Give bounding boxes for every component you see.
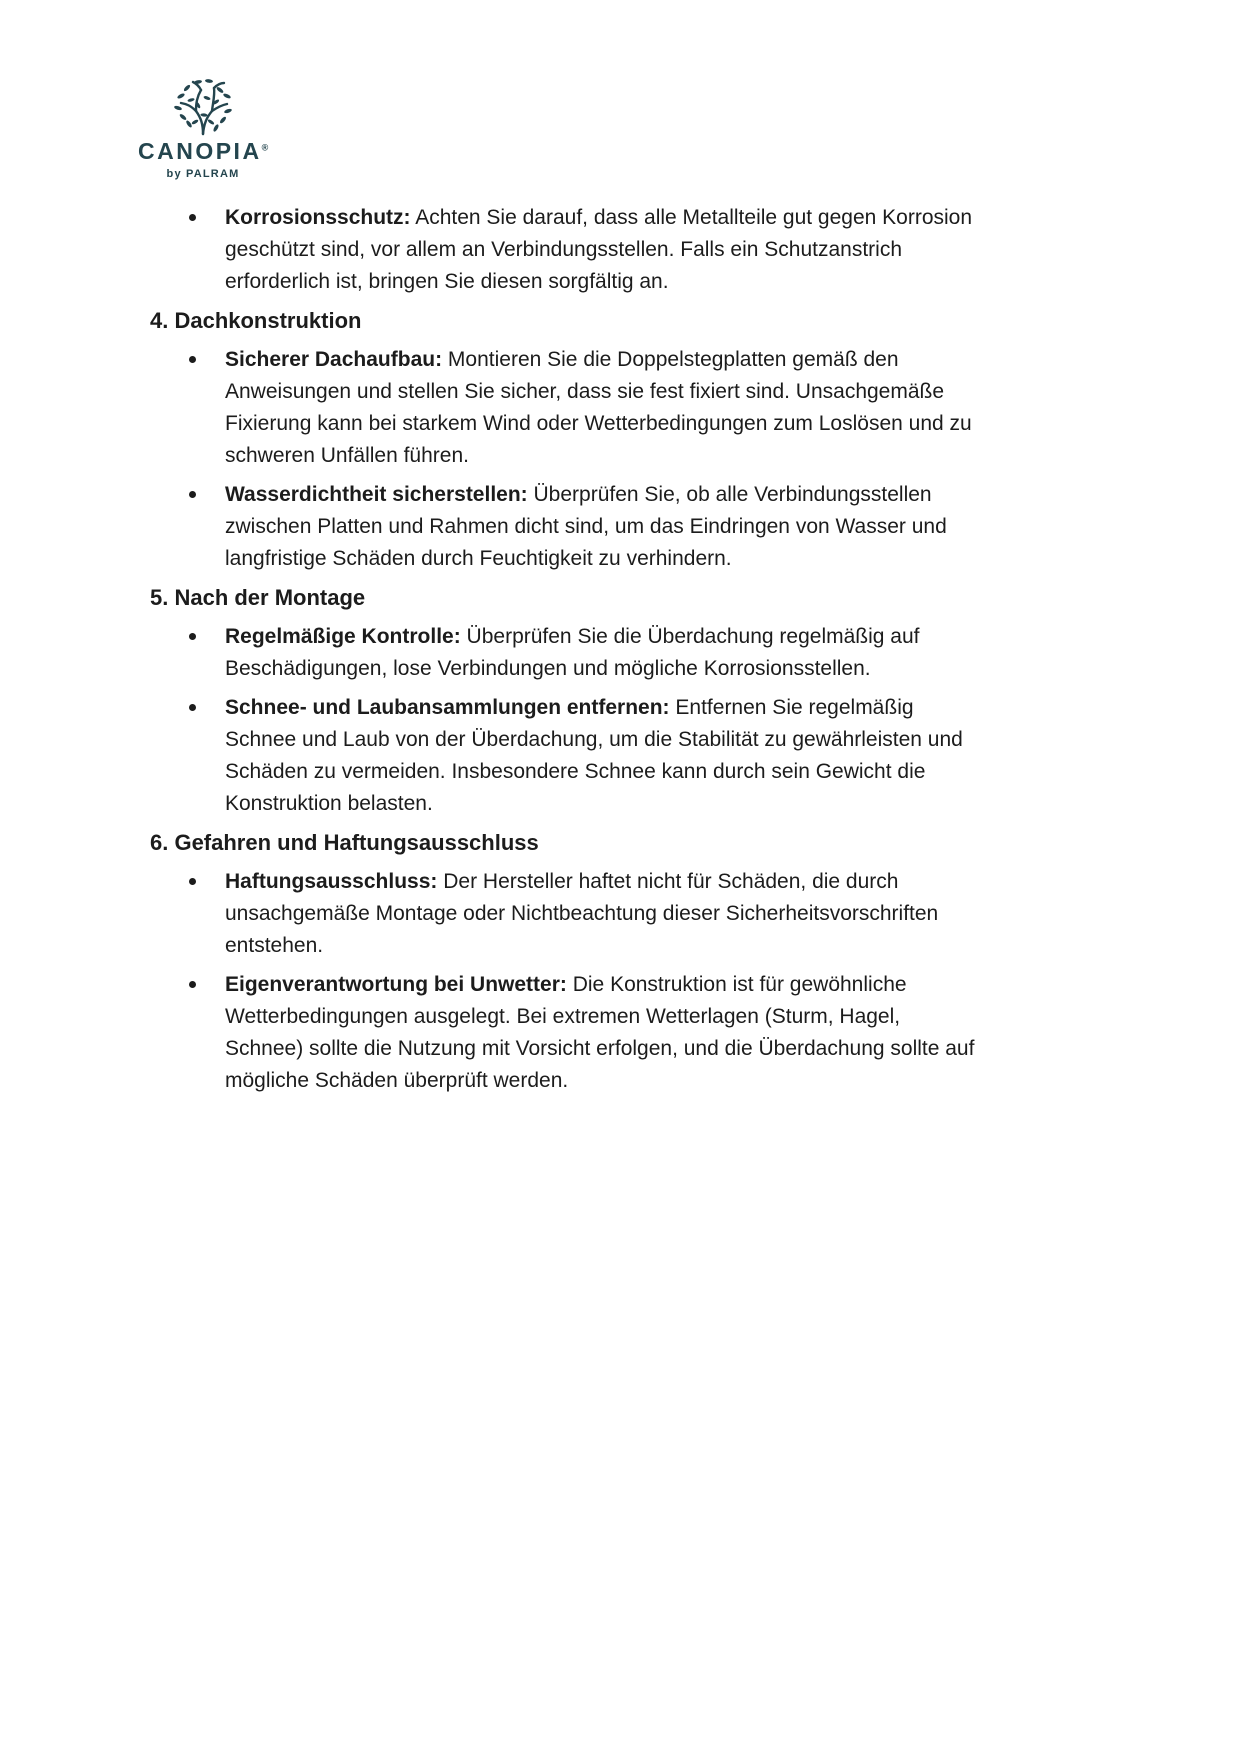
list-item-lead: Eigenverantwortung bei Unwetter: <box>225 973 567 996</box>
list-item-text: Der Hersteller haftet nicht für Schäden, die durch unsachgemäße Montage oder Nichtbeachtung dieser Sicherheitsvorschriften entstehen. <box>225 870 939 957</box>
bullet-dot <box>189 633 196 640</box>
list-item-text: Überprüfen Sie, ob alle Verbindungsstellen zwischen Platten und Rahmen dicht sind, um das Eindringen von Wasser und langfristige Schäden durch Feuchtigkeit zu verhindern. <box>225 483 947 570</box>
bullet-dot <box>189 491 196 498</box>
list-item-lead: Schnee- und Laubansammlungen entfernen: <box>225 696 670 719</box>
section-6-list <box>150 866 1000 1097</box>
section-heading-4: 4. Dachkonstruktion <box>150 308 362 333</box>
brand-text: CANOPIA <box>138 138 262 164</box>
list-item-lead: Wasserdichtheit sicherstellen: <box>225 483 528 506</box>
section-heading-6: 6. Gefahren und Haftungsausschluss <box>150 830 539 855</box>
list-item-lead: Regelmäßige Kontrolle: <box>225 625 461 648</box>
section-heading-5: 5. Nach der Montage <box>150 585 366 610</box>
list-item <box>150 621 975 685</box>
document-content <box>150 202 1000 1104</box>
list-item <box>150 969 975 1097</box>
canopia-tree-icon <box>171 78 235 136</box>
bullet-dot <box>189 356 196 363</box>
list-item <box>150 866 975 962</box>
section-4-list <box>150 344 1000 575</box>
list-item-lead: Korrosionsschutz: <box>225 206 411 229</box>
bullet-dot <box>189 981 196 988</box>
list-item <box>150 692 975 820</box>
intro-bullet-list <box>150 202 1000 298</box>
bullet-dot <box>189 704 196 711</box>
list-item <box>150 202 975 298</box>
list-item <box>150 479 975 575</box>
canopia-wordmark <box>138 138 268 166</box>
palram-byline: by PALRAM <box>166 167 240 180</box>
section-5-list <box>150 621 1000 820</box>
canopia-logo <box>138 78 268 180</box>
bullet-dot <box>189 878 196 885</box>
list-item-text: Die Konstruktion ist für gewöhnliche Wetterbedingungen ausgelegt. Bei extremen Wetterlagen (Sturm, Hagel, Schnee) sollte die Nutzung mit Vorsicht erfolgen, und die Überdachung sollte auf mögliche Schäden überprüft werden. <box>225 973 975 1092</box>
list-item-text: Montieren Sie die Doppelstegplatten gemäß den Anweisungen und stellen Sie sicher, dass sie fest fixiert sind. Unsachgemäße Fixierung kann bei starkem Wind oder Wetterbedingungen zum Loslösen und zu schweren Unfällen führen. <box>225 348 972 467</box>
list-item-text: Entfernen Sie regelmäßig Schnee und Laub von der Überdachung, um die Stabilität zu gewährleisten und Schäden zu vermeiden. Insbesondere Schnee kann durch sein Gewicht die Konstruktion belasten. <box>225 696 963 815</box>
registered-mark: ® <box>261 142 269 153</box>
list-item <box>150 344 975 472</box>
list-item-text: Überprüfen Sie die Überdachung regelmäßig auf Beschädigungen, lose Verbindungen und mögliche Korrosionsstellen. <box>225 625 920 680</box>
list-item-lead: Haftungsausschluss: <box>225 870 438 893</box>
list-item-text: Achten Sie darauf, dass alle Metallteile gut gegen Korrosion geschützt sind, vor allem an Verbindungsstellen. Falls ein Schutzanstrich erforderlich ist, bringen Sie diesen sorgfältig an. <box>225 206 973 293</box>
bullet-dot <box>189 214 196 221</box>
list-item-lead: Sicherer Dachaufbau: <box>225 348 443 371</box>
